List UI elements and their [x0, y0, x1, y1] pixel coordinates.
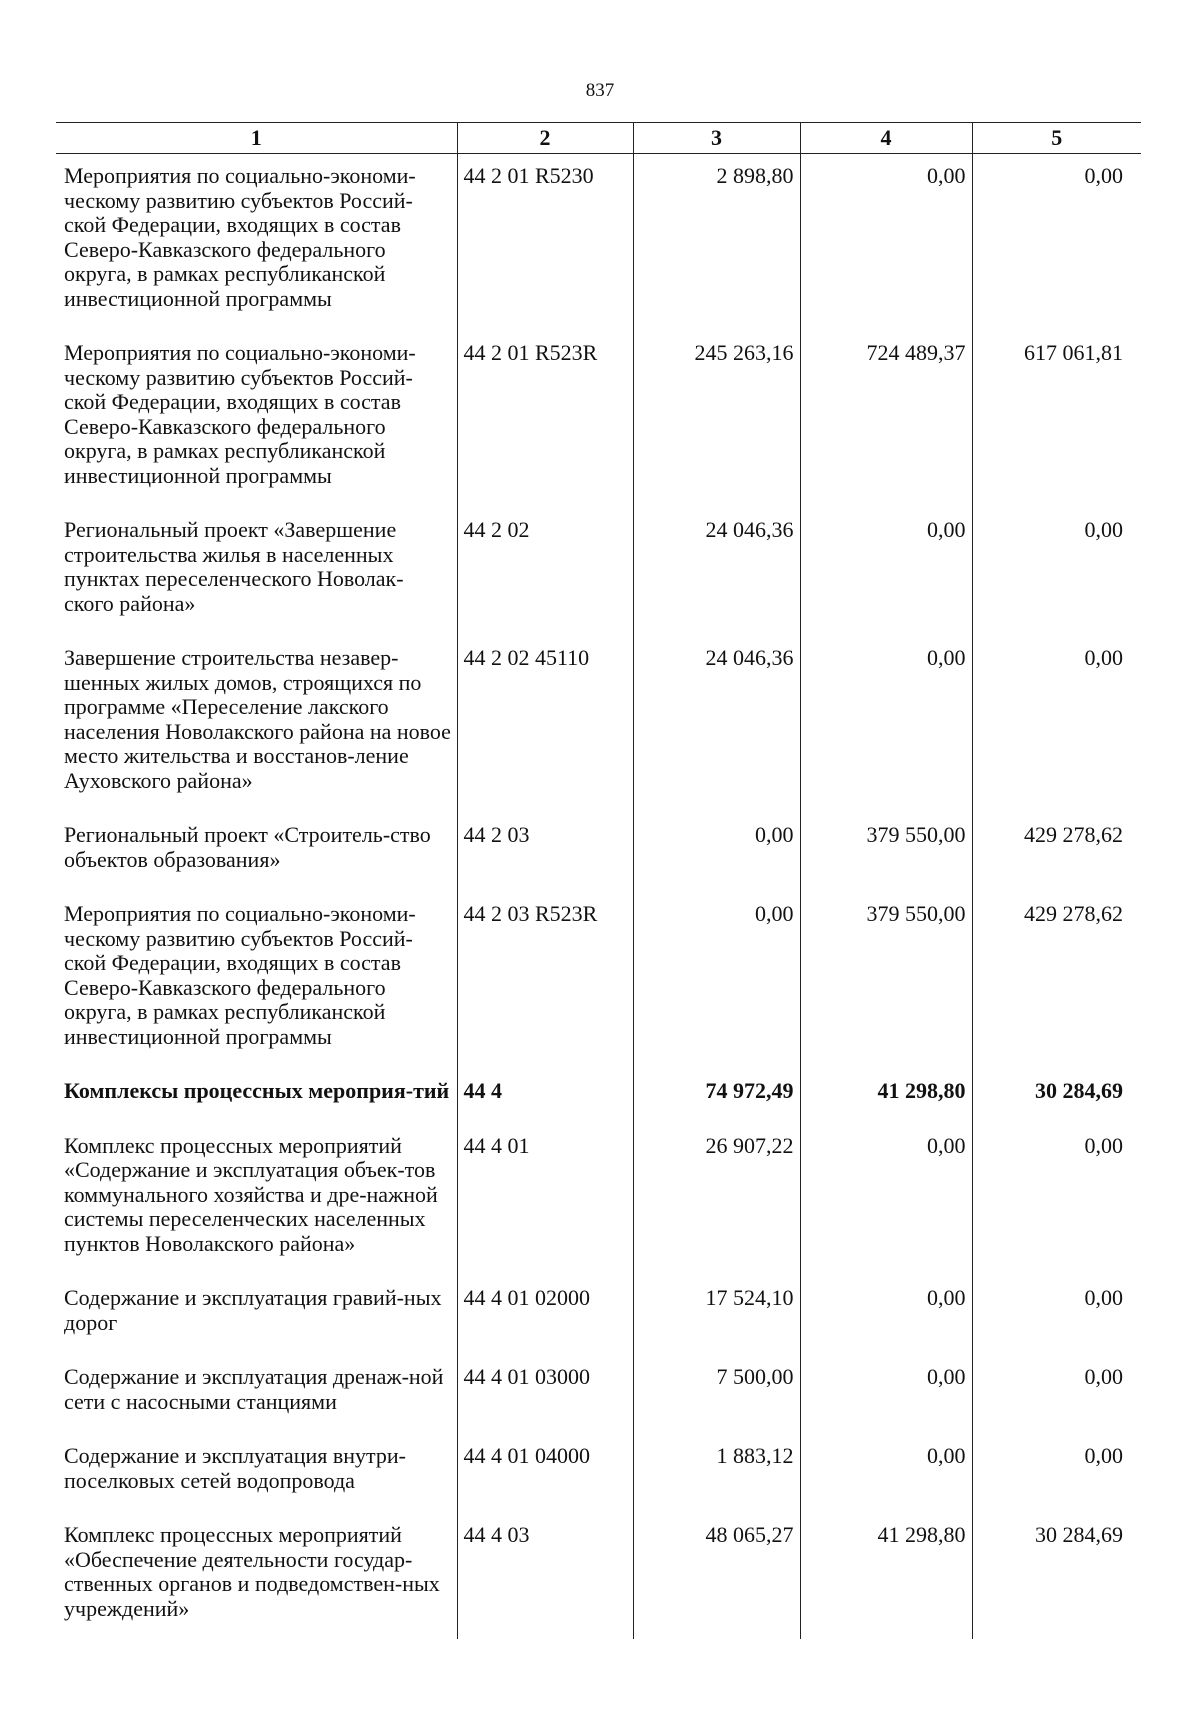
- row-name-cell: Комплекс процессных мероприятий «Содержание и эксплуатация объек-тов коммунального хозяйства и дре-нажной системы переселенческих населенных пунктов Новолакского района»: [64, 1132, 438, 1256]
- row-value-col4: 0,00: [800, 1122, 972, 1275]
- row-value-col3: 74 972,49: [633, 1067, 800, 1122]
- column-header-1: 1: [56, 123, 457, 154]
- table-row: [56, 1511, 1141, 1639]
- row-name-cell: Региональный проект «Завершение строительства жилья в населенных пунктах переселенческого Новолак-ского района»: [64, 517, 404, 616]
- row-code-cell: 44 4 01 04000: [457, 1432, 633, 1511]
- row-code-cell: 44 4 01 02000: [457, 1274, 633, 1353]
- row-name-cell: Завершение строительства незавер-шенных жилых домов, строящихся по программе «Переселение лакского населения Новолакского района на новое место жительства и восстанов-ление Ауховского района»: [64, 645, 451, 793]
- row-value-col4: 379 550,00: [800, 890, 972, 1067]
- column-header-2: 2: [457, 123, 633, 154]
- row-value-col3: 7 500,00: [633, 1353, 800, 1432]
- row-value-col5: 429 278,62: [972, 811, 1141, 890]
- row-value-col4: 0,00: [800, 634, 972, 811]
- row-name-cell: Содержание и эксплуатация гравий-ных дорог: [64, 1285, 442, 1335]
- row-value-col5: 0,00: [972, 1353, 1141, 1432]
- table-row: [56, 1122, 1141, 1275]
- table-row: [56, 1432, 1141, 1511]
- row-value-col5: 0,00: [972, 634, 1141, 811]
- row-value-col5: 30 284,69: [972, 1511, 1141, 1639]
- table-row: [56, 890, 1141, 1067]
- row-value-col4: 724 489,37: [800, 329, 972, 506]
- column-header-4: 4: [800, 123, 972, 154]
- row-code-cell: 44 2 01 R523R: [457, 329, 633, 506]
- row-value-col4: 0,00: [800, 154, 972, 330]
- row-code-cell: 44 4: [457, 1067, 633, 1122]
- row-value-col5: 0,00: [972, 506, 1141, 634]
- row-value-col3: 1 883,12: [633, 1432, 800, 1511]
- table-row: [56, 634, 1141, 811]
- row-name-cell: Региональный проект «Строитель-ство объектов образования»: [64, 822, 431, 872]
- table-row: [56, 811, 1141, 890]
- row-value-col5: 0,00: [972, 1432, 1141, 1511]
- row-value-col5: 30 284,69: [972, 1067, 1141, 1122]
- row-code-cell: 44 4 01 03000: [457, 1353, 633, 1432]
- row-name-cell: Мероприятия по социально-экономи-ческому развитию субъектов Россий-ской Федерации, входящих в состав Северо-Кавказского федерального округа, в рамках республиканской инвестиционной программы: [64, 163, 416, 311]
- row-value-col5: 0,00: [972, 1274, 1141, 1353]
- row-value-col4: 379 550,00: [800, 811, 972, 890]
- row-value-col5: 0,00: [972, 154, 1141, 330]
- row-value-col3: 245 263,16: [633, 329, 800, 506]
- row-value-col5: 617 061,81: [972, 329, 1141, 506]
- table-row: [56, 1067, 1141, 1122]
- table-header: [56, 123, 1141, 154]
- row-value-col5: 0,00: [972, 1122, 1141, 1275]
- table-row: [56, 154, 1141, 330]
- row-value-col4: 0,00: [800, 1432, 972, 1511]
- row-name-cell: Содержание и эксплуатация внутри-поселковых сетей водопровода: [64, 1443, 407, 1493]
- row-value-col3: 48 065,27: [633, 1511, 800, 1639]
- column-header-5: 5: [972, 123, 1141, 154]
- row-value-col4: 41 298,80: [800, 1067, 972, 1122]
- row-value-col3: 24 046,36: [633, 506, 800, 634]
- row-name-cell: Мероприятия по социально-экономи-ческому развитию субъектов Россий-ской Федерации, входящих в состав Северо-Кавказского федерального округа, в рамках республиканской инвестиционной программы: [64, 901, 416, 1049]
- row-value-col3: 0,00: [633, 890, 800, 1067]
- row-code-cell: 44 2 02: [457, 506, 633, 634]
- row-code-cell: 44 2 03 R523R: [457, 890, 633, 1067]
- row-name-cell: Содержание и эксплуатация дренаж-ной сети с насосными станциями: [64, 1364, 444, 1414]
- row-value-col3: 26 907,22: [633, 1122, 800, 1275]
- table-row: [56, 1353, 1141, 1432]
- row-code-cell: 44 2 03: [457, 811, 633, 890]
- row-value-col4: 41 298,80: [800, 1511, 972, 1639]
- header-row: [56, 123, 1141, 154]
- row-value-col5: 429 278,62: [972, 890, 1141, 1067]
- row-name-cell: Мероприятия по социально-экономи-ческому развитию субъектов Россий-ской Федерации, входящих в состав Северо-Кавказского федерального округа, в рамках республиканской инвестиционной программы: [64, 340, 416, 488]
- row-code-cell: 44 2 01 R5230: [457, 154, 633, 330]
- column-header-3: 3: [633, 123, 800, 154]
- row-value-col4: 0,00: [800, 1353, 972, 1432]
- page-number: 837: [585, 80, 615, 101]
- budget-table: [56, 122, 1141, 1639]
- row-code-cell: 44 4 01: [457, 1122, 633, 1275]
- row-value-col4: 0,00: [800, 1274, 972, 1353]
- row-code-cell: 44 4 03: [457, 1511, 633, 1639]
- row-value-col4: 0,00: [800, 506, 972, 634]
- row-value-col3: 17 524,10: [633, 1274, 800, 1353]
- table-body: [56, 154, 1141, 1640]
- row-name-cell: Комплекс процессных мероприятий «Обеспечение деятельности государ-ственных органов и подведомствен-ных учреждений»: [64, 1522, 440, 1621]
- row-code-cell: 44 2 02 45110: [457, 634, 633, 811]
- row-value-col3: 2 898,80: [633, 154, 800, 330]
- table-row: [56, 1274, 1141, 1353]
- table-row: [56, 329, 1141, 506]
- row-value-col3: 24 046,36: [633, 634, 800, 811]
- row-name-cell: Комплексы процессных мероприя-тий: [64, 1078, 450, 1103]
- row-value-col3: 0,00: [633, 811, 800, 890]
- table-row: [56, 506, 1141, 634]
